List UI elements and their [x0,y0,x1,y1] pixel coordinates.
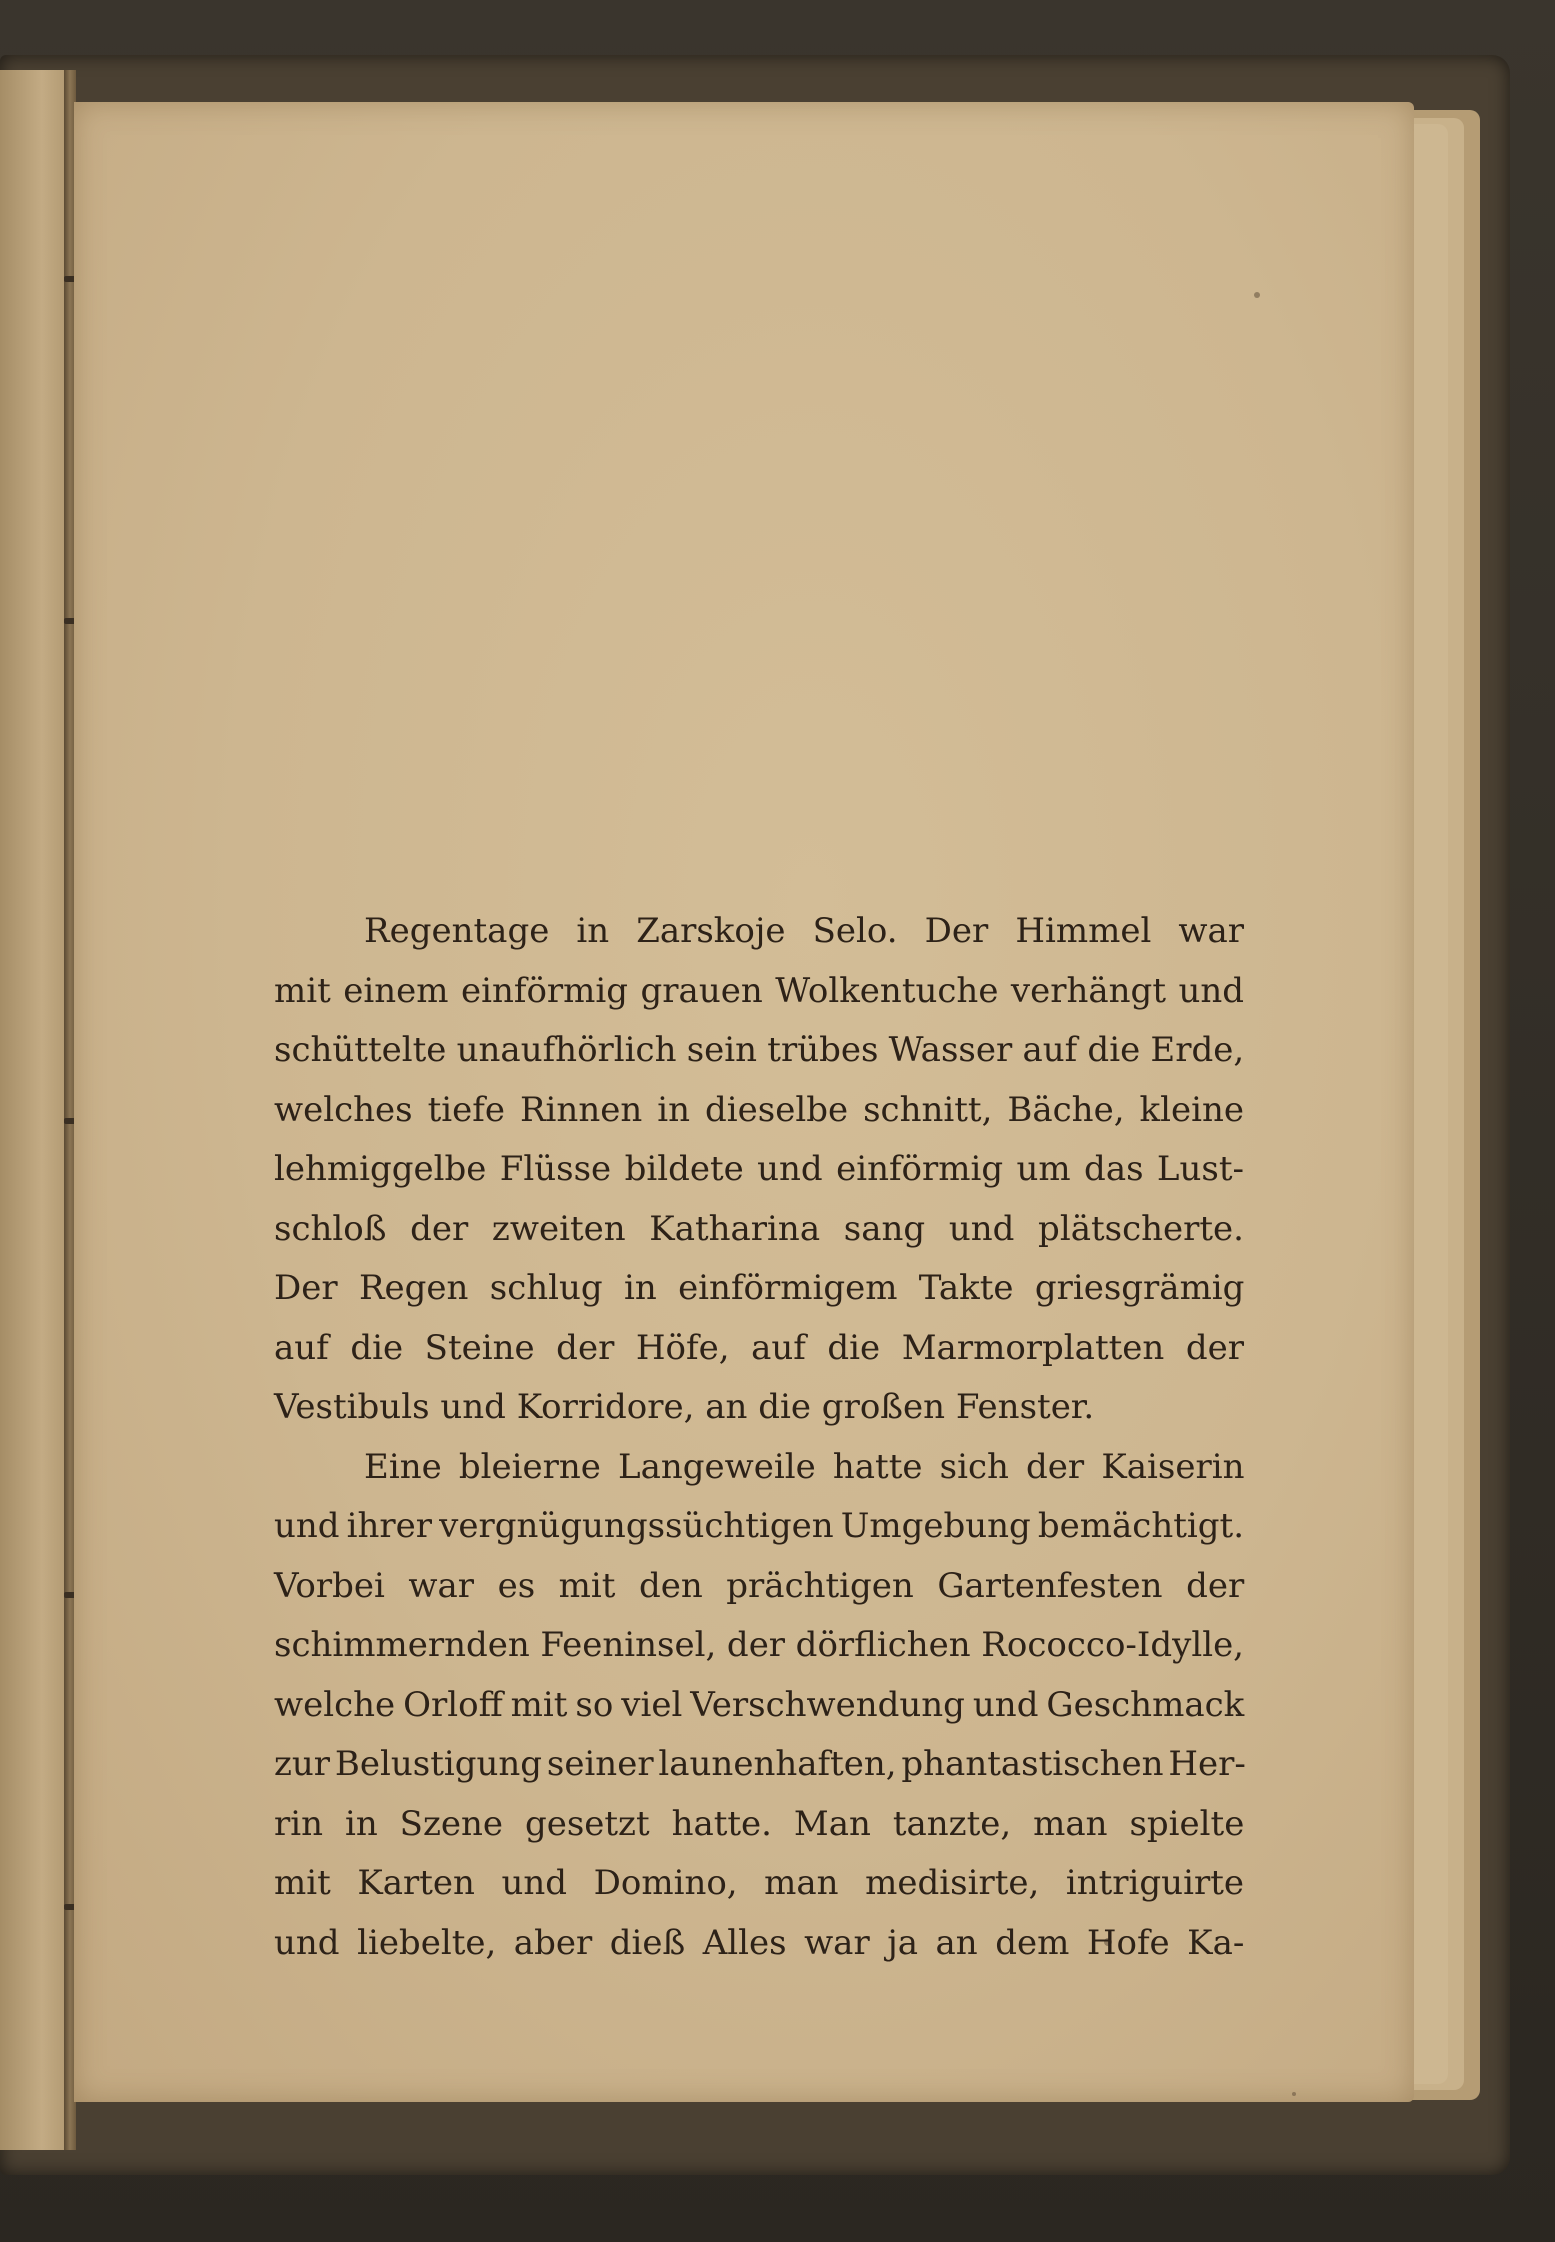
paragraph-1 [274,902,1244,1438]
text-line: Der Regen schlug in einförmigem Takte griesgrämig [274,1268,1245,1308]
text-line: zur Belustigung seiner launenhaften, phantastischen Her- [274,1744,1246,1784]
text-line: lehmiggelbe Flüsse bildete und einförmig um das Lust- [274,1149,1244,1189]
text-line: mit einem einförmig grauen Wolkentuche verhängt und [274,970,1245,1011]
body-text [274,902,1244,1973]
text-line: und ihrer vergnügungssüchtigen Umgebung bemächtigt. [274,1506,1244,1546]
text-line: Vorbei war es mit den prächtigen Gartenfesten der [274,1565,1245,1606]
text-line: und liebelte, aber dieß Alles war ja an dem Hofe Ka- [274,1922,1245,1963]
paper-speck [1292,2092,1296,2096]
left-page-edge [0,70,70,2150]
text-line: welche Orloff mit so viel Verschwendung und Geschmack [274,1684,1245,1725]
text-line: welches tiefe Rinnen in dieselbe schnitt, Bäche, kleine [274,1089,1244,1130]
text-line: Regentage in Zarskoje Selo. Der Himmel war [364,911,1244,951]
text-line: schüttelte unaufhörlich sein trübes Wasser auf die Erde, [274,1030,1245,1070]
paragraph-2 [274,1438,1244,1974]
book-page [74,102,1414,2102]
text-line: schimmernden Feeninsel, der dörflichen Rococco-Idylle, [274,1625,1244,1665]
text-line: schloß der zweiten Katharina sang und plätscherte. [274,1208,1244,1249]
text-line: Eine bleierne Langeweile hatte sich der Kaiserin [364,1446,1245,1487]
text-line: auf die Steine der Höfe, auf die Marmorplatten der [274,1327,1244,1368]
text-line: mit Karten und Domino, man medisirte, intriguirte [274,1863,1244,1903]
text-line: Vestibuls und Korridore, an die großen Fenster. [274,1387,1095,1427]
text-line: rin in Szene gesetzt hatte. Man tanzte, man spielte [274,1803,1245,1844]
paper-speck [1254,292,1260,298]
